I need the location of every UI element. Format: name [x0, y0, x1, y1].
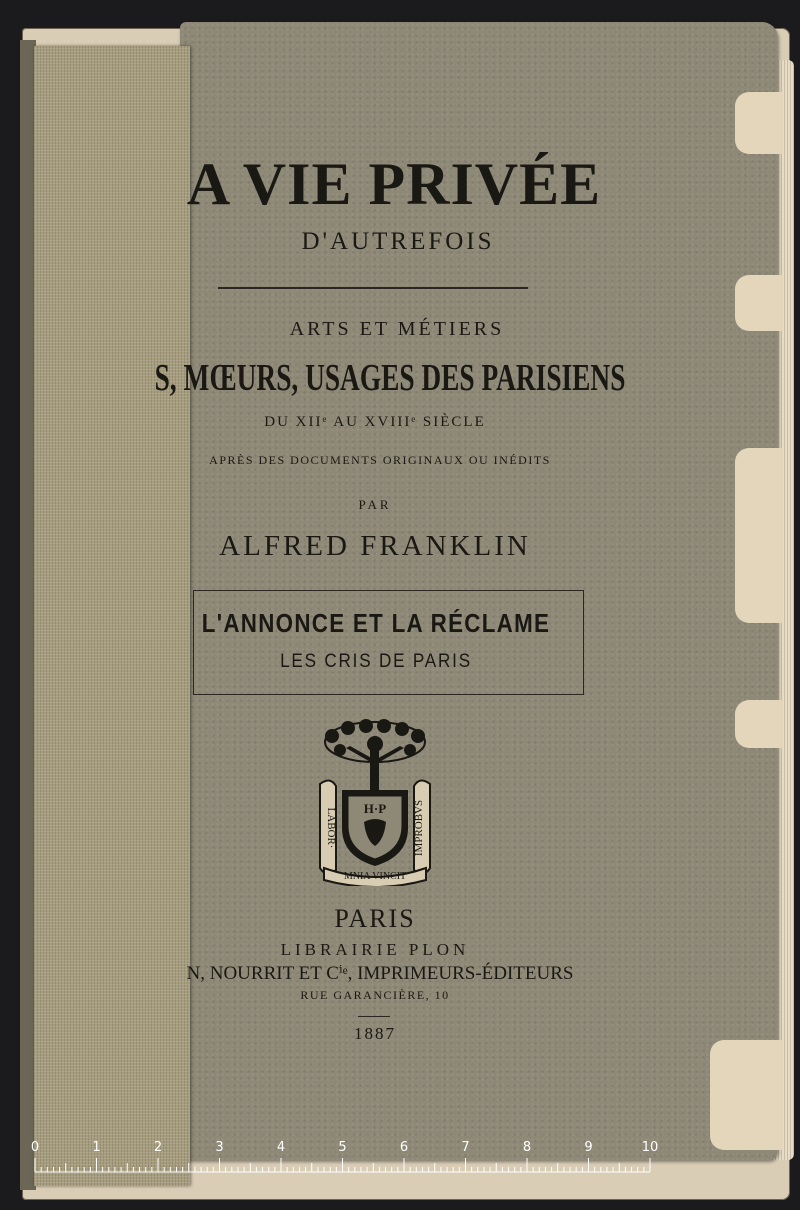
volume-title-box [193, 590, 584, 695]
sources-line: APRÈS DES DOCUMENTS ORIGINAUX OU INÉDITS [209, 453, 551, 467]
period-line: DU XIIᵉ AU XVIIIᵉ SIÈCLE [264, 414, 486, 430]
cover-tear [710, 1040, 783, 1150]
ruler-label: 3 [215, 1140, 224, 1155]
scale-ruler [30, 1140, 660, 1176]
ruler-label: 10 [641, 1140, 659, 1155]
volume-title: L'ANNONCE ET LA RÉCLAME [201, 608, 551, 638]
ruler-label: 5 [338, 1140, 347, 1155]
author-name: ALFRED FRANKLIN [219, 530, 531, 562]
shield-icon [342, 790, 408, 866]
by-line: PAR [358, 497, 392, 512]
printer-line: N, NOURRIT ET Cⁱᵉ, IMPRIMEURS-ÉDITEURS [186, 963, 574, 984]
bottom-motto: MNIA VINCIT [343, 871, 407, 882]
publication-year: 1887 [354, 1024, 396, 1043]
left-motto: LABOR· [325, 807, 337, 849]
ruler-label: 2 [153, 1140, 163, 1155]
tree-icon [325, 719, 425, 794]
cover-subtitle: D'AUTREFOIS [301, 228, 495, 255]
subject-line-bold: S, MŒURS, USAGES DES PARISIENS [154, 357, 626, 399]
volume-subtitle: LES CRIS DE PARIS [280, 651, 472, 672]
publisher-address: RUE GARANCIÈRE, 10 [300, 988, 450, 1002]
subject-line: ARTS ET MÉTIERS [289, 318, 505, 340]
right-motto: IMPROBVS [413, 799, 425, 857]
ruler-label: 6 [399, 1140, 409, 1155]
ruler-label: 9 [584, 1140, 593, 1155]
title-rule [218, 287, 528, 289]
publisher-name: LIBRAIRIE PLON [280, 940, 470, 959]
emblem-monogram: H·P [363, 801, 387, 816]
publisher-emblem [312, 718, 438, 886]
ruler-label: 0 [30, 1140, 40, 1155]
ruler-label: 1 [92, 1140, 101, 1155]
ruler-label: 4 [276, 1140, 286, 1155]
ruler-label: 8 [522, 1140, 532, 1155]
year-dash [358, 1016, 390, 1017]
ruler-label: 7 [461, 1140, 470, 1155]
cover-title: A VIE PRIVÉE [186, 151, 602, 217]
publication-city: PARIS [334, 904, 416, 933]
cover-tear [735, 92, 783, 154]
cover-tear [735, 700, 783, 748]
